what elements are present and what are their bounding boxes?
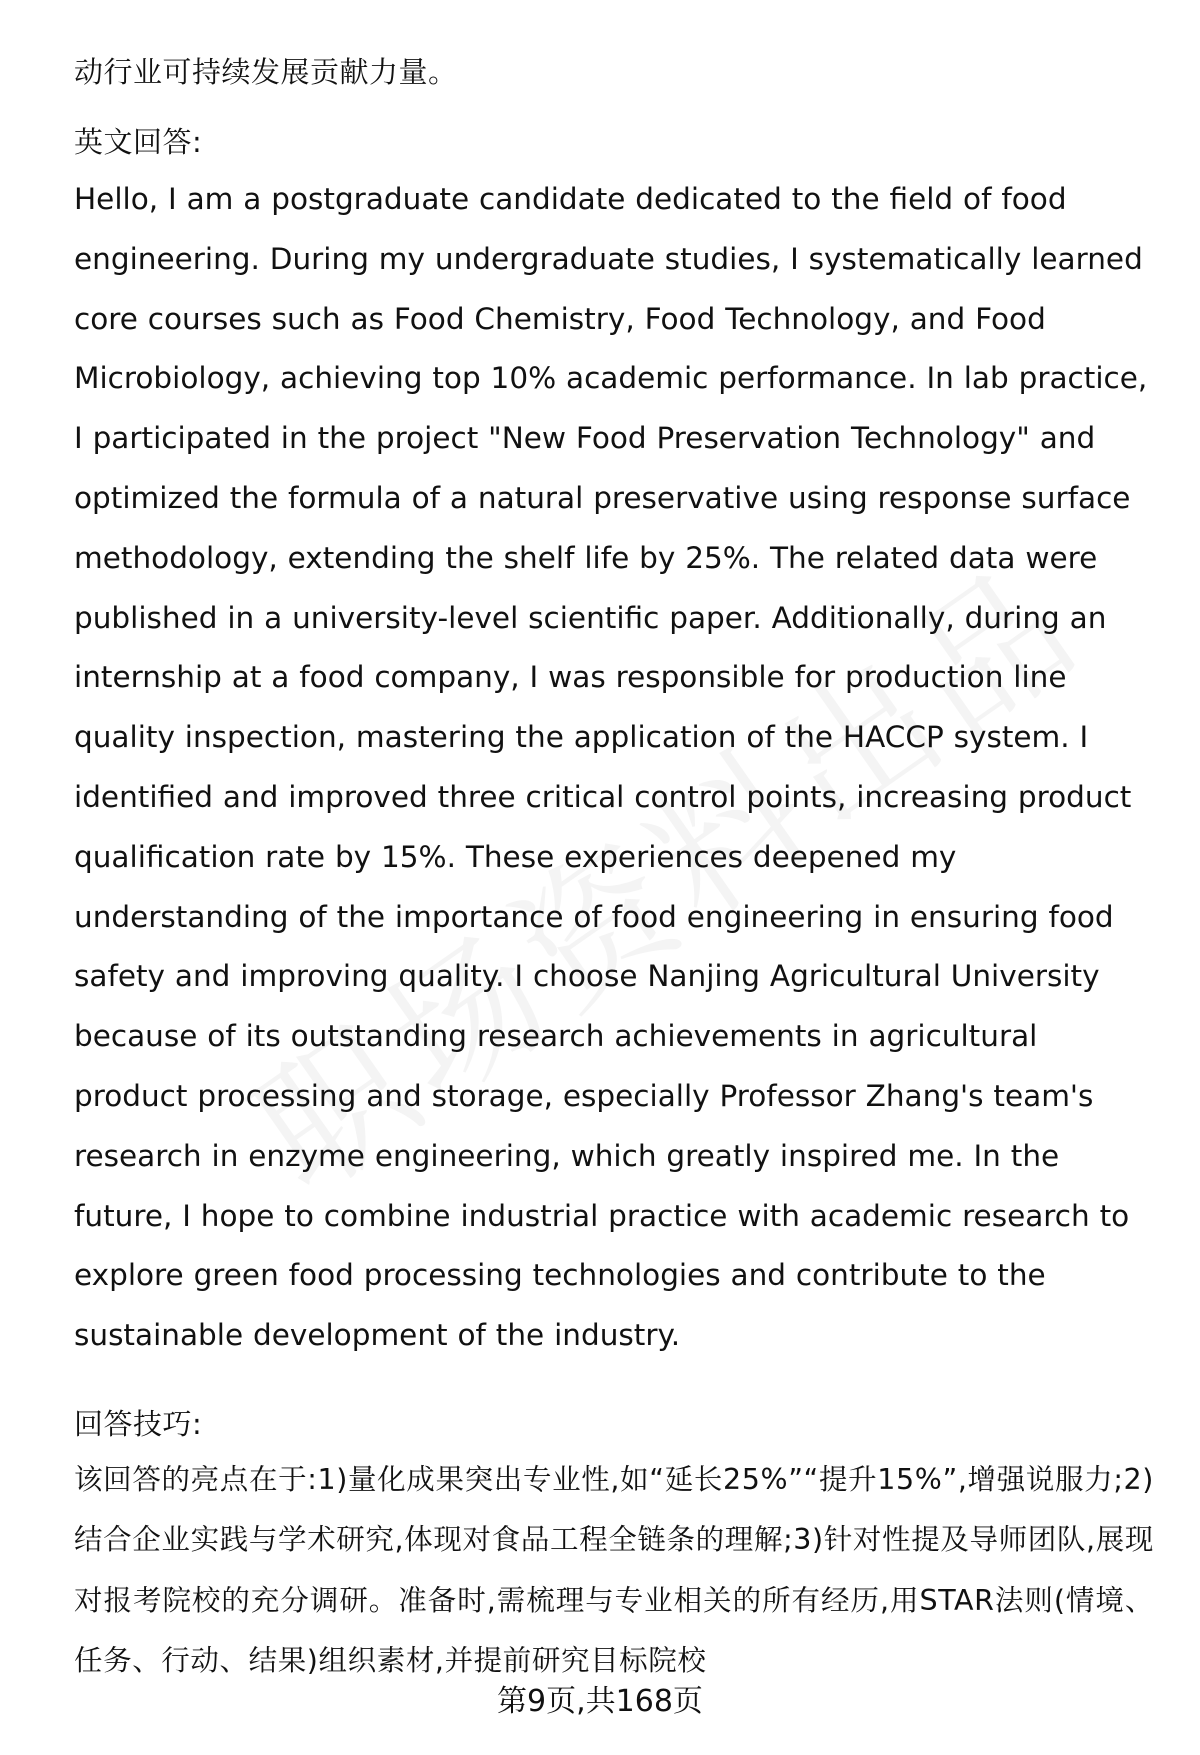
english-answer-heading: 英文回答: xyxy=(74,125,203,159)
document-content xyxy=(74,52,1154,1692)
answer-tips-paragraph: 该回答的亮点在于:1)量化成果突出专业性,如“延长25%”“提升15%”,增强说服力;2)结合企业实践与学术研究,体现对食品工程全链条的理解;3)针对性提及导师团队,展现对报考院校的充分调研。准备时,需梳理与专业相关的所有经历,用STAR法则(情境、任务、行动、结果)组织素材,并提前研究目标院校 xyxy=(74,1462,1154,1678)
english-answer-paragraph: Hello, I am a postgraduate candidate dedicated to the field of food engineering. During my undergraduate studies, I systematically learned core courses such as Food Chemistry, Food Technology, and Food Microbiology, achieving top 10% academic performance. In lab practice, I participated in the project "New Food Preservation Technology" and optimized the formula of a natural preservative using response surface methodology, extending the shelf life by 25%. The related data were published in a university-level scientific paper. Additionally, during an internship at a food company, I was responsible for production line quality inspection, mastering the application of the HACCP system. I identified and improved three critical control points, increasing product qualification rate by 15%. These experiences deepened my understanding of the importance of food engineering in ensuring food safety and improving quality. I choose Nanjing Agricultural University because of its outstanding research achievements in agricultural product processing and storage, especially Professor Zhang's team's research in enzyme engineering, which greatly inspired me. In the future, I hope to combine industrial practice with academic research to explore green food processing technologies and contribute to the sustainable development of the industry. xyxy=(74,182,1148,1353)
continued-paragraph: 动行业可持续发展贡献力量。 xyxy=(74,55,458,89)
answer-tips-heading: 回答技巧: xyxy=(74,1406,203,1441)
page-number-footer: 第9页,共168页 xyxy=(497,1684,703,1719)
